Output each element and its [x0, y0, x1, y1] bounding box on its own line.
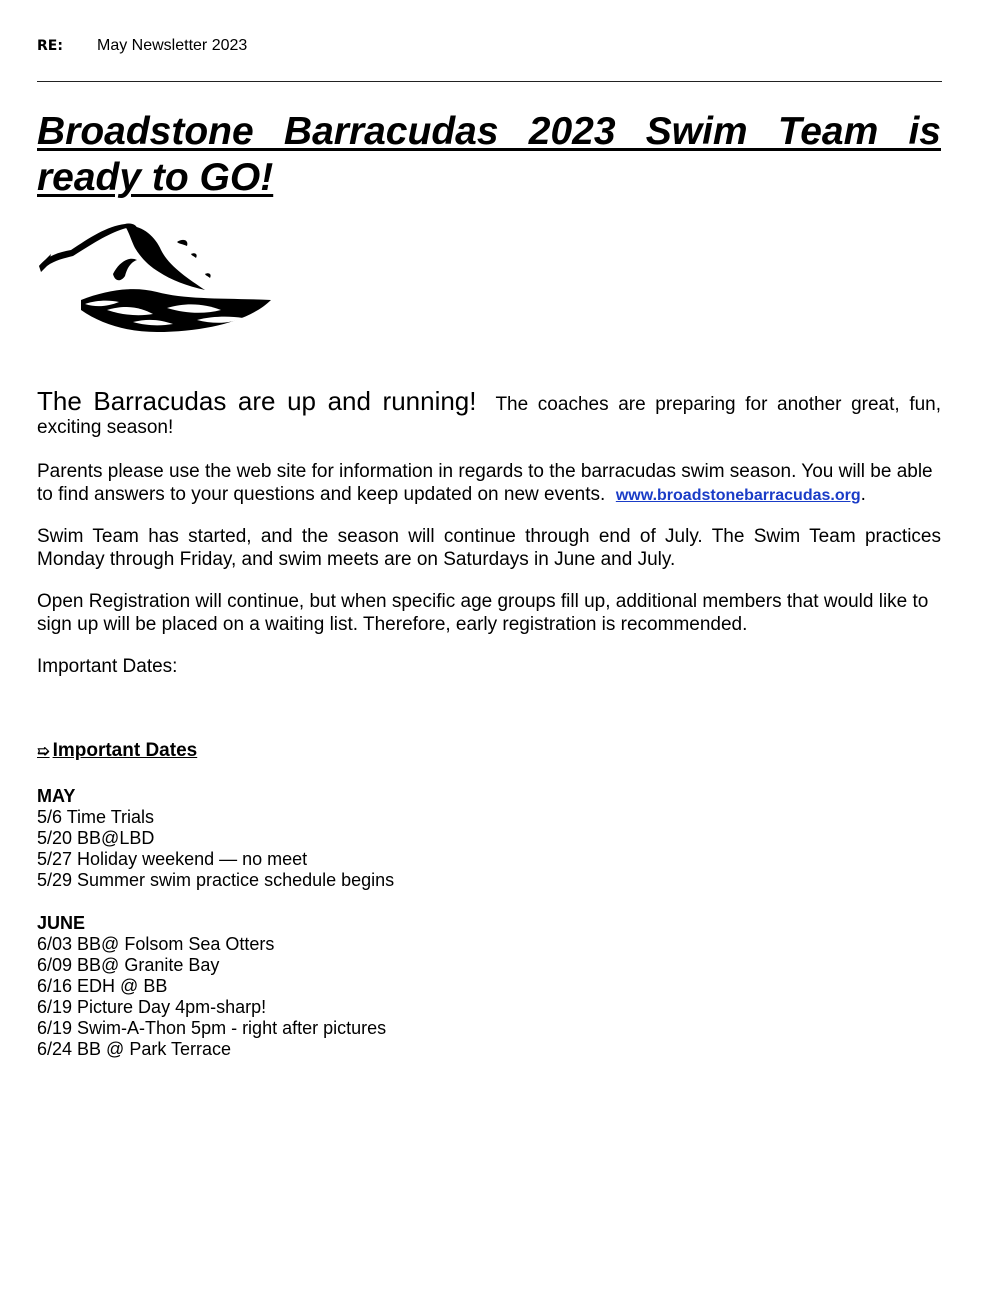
important-dates-heading	[37, 740, 197, 762]
registration-paragraph: Open Registration will continue, but when specific age groups fill up, additional members that would like to sign up will be placed on a waiting list. Therefore, early registration is recommended.	[37, 591, 929, 635]
list-item: 5/27 Holiday weekend — no meet	[37, 849, 308, 869]
website-link-suffix: .	[860, 484, 866, 505]
important-dates-heading-label: Important Dates	[52, 740, 198, 761]
list-item: 6/24 BB @ Park Terrace	[37, 1039, 232, 1059]
list-item: 6/19 Picture Day 4pm-sharp!	[37, 997, 267, 1017]
list-item: 6/16 EDH @ BB	[37, 976, 168, 996]
june-events	[37, 934, 386, 1060]
list-item: 5/20 BB@LBD	[37, 828, 155, 848]
swimmer-icon	[37, 216, 273, 336]
list-item: 6/19 Swim-A-Thon 5pm - right after pictures	[37, 1018, 387, 1038]
intro-lead: The Barracudas are up and running!	[37, 386, 477, 416]
intro-rest: The coaches are preparing for another great, fun, exciting season!	[37, 394, 942, 438]
important-dates-label: Important Dates:	[37, 656, 178, 677]
intro-paragraph	[37, 386, 942, 439]
may-events	[37, 807, 394, 891]
re-subject: May Newsletter 2023	[97, 37, 248, 54]
headline: Broadstone Barracudas 2023 Swim Team is ready to GO!	[37, 110, 941, 199]
website-paragraph	[37, 460, 941, 507]
may-title: MAY	[37, 786, 76, 806]
list-item: 5/6 Time Trials	[37, 807, 155, 827]
june-title: JUNE	[37, 913, 86, 933]
website-paragraph-text: Parents please use the web site for information in regards to the barracudas swim season. You will be able to find answers to your questions and keep updated on new events.	[37, 461, 933, 505]
arrow-icon: ➯	[37, 743, 50, 760]
season-paragraph: Swim Team has started, and the season will continue through end of July. The Swim Team practices Monday through Friday, and swim meets are on Saturdays in June and July.	[37, 526, 941, 570]
re-label: RE:	[37, 38, 63, 54]
website-link[interactable]: www.broadstonebarracudas.org	[615, 487, 861, 504]
list-item: 6/09 BB@ Granite Bay	[37, 955, 220, 975]
header-divider	[37, 81, 942, 82]
re-line	[37, 37, 247, 55]
list-item: 5/29 Summer swim practice schedule begins	[37, 870, 395, 890]
list-item: 6/03 BB@ Folsom Sea Otters	[37, 934, 275, 954]
